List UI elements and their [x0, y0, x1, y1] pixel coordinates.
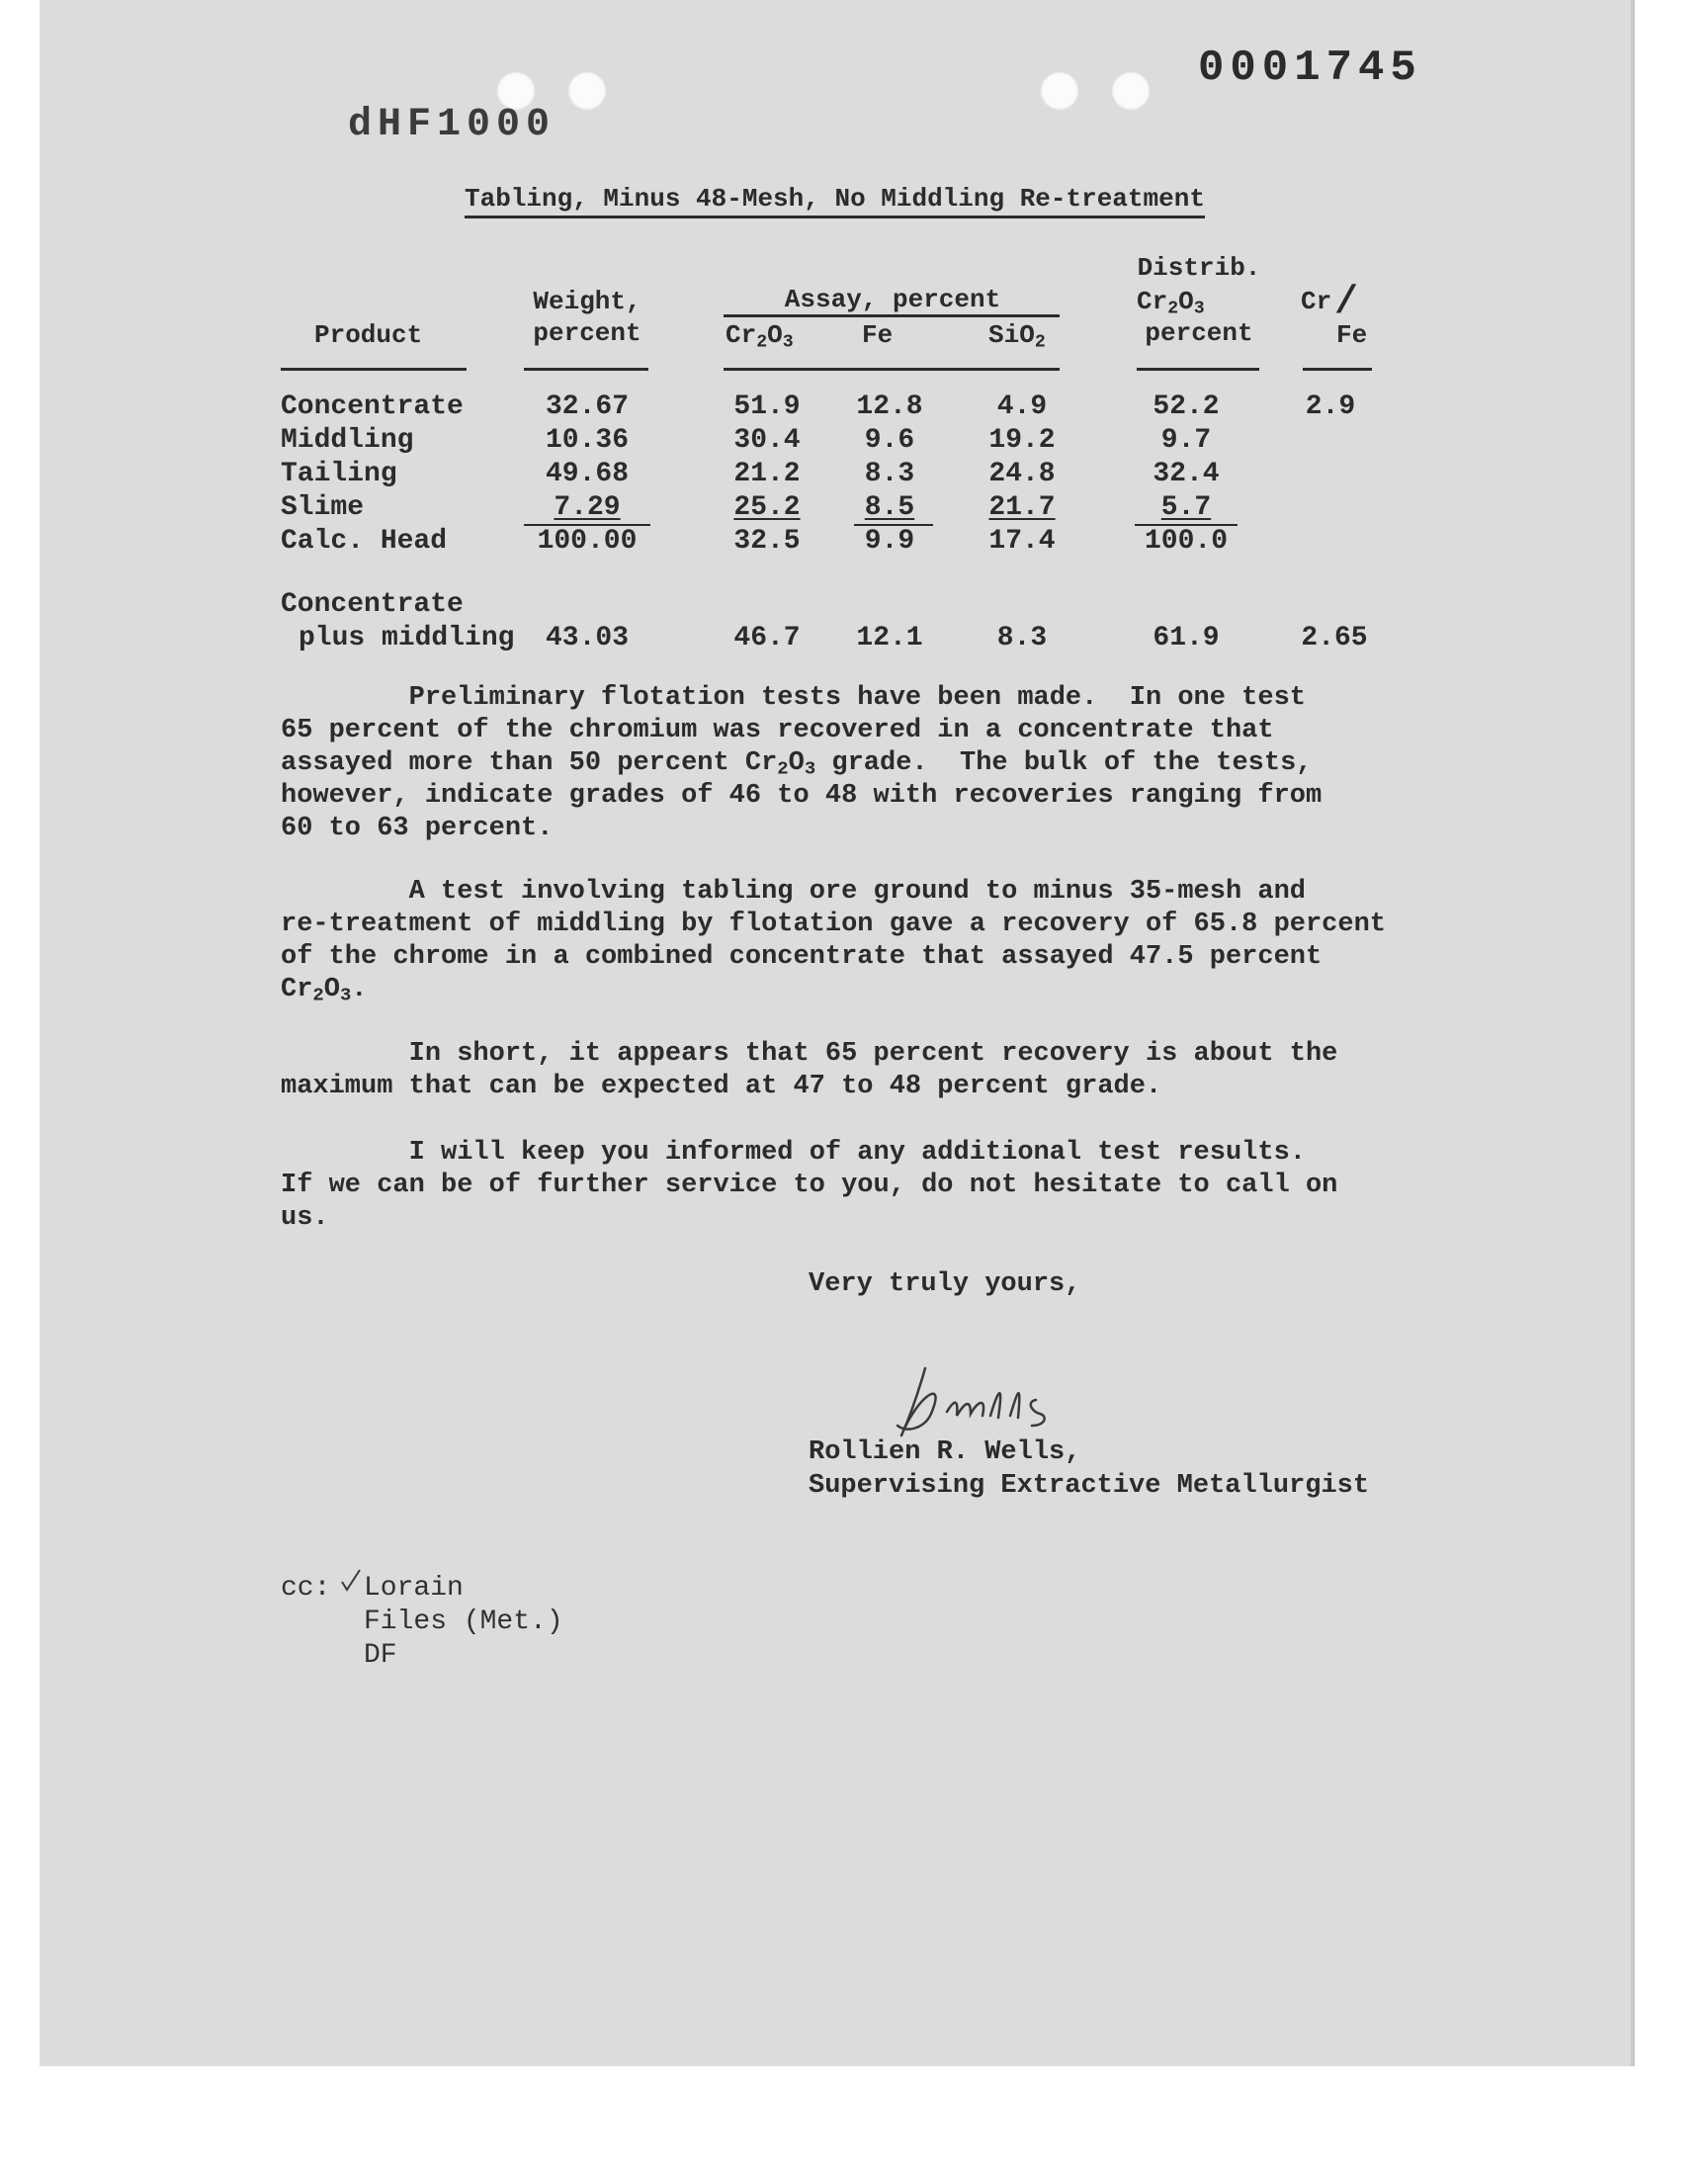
cell-weight: 100.00 [537, 526, 638, 557]
paragraph-flotation: Preliminary flotation tests have been made. In one test 65 percent of the chromium was recovered in a concentrate that assayed more than 50 percent $Cr_2O_3$ grade. The bulk of the tests, however, indicate grades of 46 to 48 with recoveries ranging from 60 to 63 percent. [281, 683, 1323, 843]
cell-weight: 32.67 [545, 392, 629, 422]
cell-product: Slime [281, 492, 365, 523]
cell-distrib: 100.0 [1144, 526, 1228, 557]
cell-sio2: 21.7 [988, 492, 1056, 523]
header-cr2o3: $Cr_2O_3$ [726, 320, 794, 353]
cell-weight: 43.03 [545, 623, 629, 653]
cell-sio2: 8.3 [996, 623, 1048, 653]
cell-distrib: 52.2 [1153, 392, 1220, 422]
closing-salutation: Very truly yours, [809, 1269, 1081, 1299]
check-mark-icon [340, 1568, 362, 1592]
header-distrib-line2: $Cr_2O_3$ [1137, 287, 1205, 319]
cc-block [281, 1572, 563, 1774]
handwritten-signature [888, 1356, 1075, 1445]
page-edge [1631, 0, 1635, 2066]
cell-fe: 12.1 [856, 623, 923, 653]
table-title: Tabling, Minus 48-Mesh, No Middling Re-treatment [465, 184, 1205, 218]
cell-weight: 10.36 [545, 425, 629, 456]
cell-distrib: 61.9 [1153, 623, 1220, 653]
cell-product: Middling [281, 425, 414, 456]
cell-product: Tailing [281, 459, 397, 489]
cell-product: Concentrate [281, 589, 464, 620]
cell-fe: 12.8 [856, 392, 923, 422]
header-rule-weight [524, 368, 648, 371]
cell-sio2: 17.4 [988, 526, 1056, 557]
punch-hole [567, 71, 607, 111]
cell-product: Concentrate [281, 392, 464, 422]
cell-cr2o3: 30.4 [733, 425, 801, 456]
header-distrib-line3: percent [1145, 318, 1253, 348]
cell-cr2o3: 46.7 [733, 623, 801, 653]
cc-recipient: Lorain [364, 1573, 464, 1604]
cell-product: Calc. Head [281, 526, 448, 557]
header-fe: Fe [862, 320, 894, 350]
cell-distrib: 32.4 [1153, 459, 1220, 489]
header-product: Product [314, 320, 423, 350]
cell-sio2: 24.8 [988, 459, 1056, 489]
paragraph-summary: In short, it appears that 65 percent recovery is about the maximum that can be expected at 47 to 48 percent grade. [281, 1039, 1338, 1101]
cell-sio2: 4.9 [996, 392, 1048, 422]
cell-fe: 9.9 [864, 526, 915, 557]
header-crfe-bottom: Fe [1336, 320, 1368, 350]
cell-cr2o3: 25.2 [733, 492, 801, 523]
cc-recipient: Files (Met.) [364, 1607, 563, 1637]
header-sio2: SiO$_2$ [988, 320, 1046, 353]
cell-fe: 8.5 [864, 492, 915, 523]
file-stamp: dHF1000 [348, 103, 556, 147]
cell-distrib: 5.7 [1160, 492, 1212, 523]
header-rule-crfe [1303, 368, 1372, 371]
punch-hole [1111, 71, 1151, 111]
cell-product-2: plus middling [299, 623, 515, 653]
signer-name: Rollien R. Wells, [809, 1437, 1081, 1467]
paragraph-tabling-test: A test involving tabling ore ground to minus 35-mesh and re-treatment of middling by flotation gave a recovery of 65.8 percent of the chrome in a combined concentrate that assayed 47.5 percent $Cr_2O_3$. [281, 877, 1386, 1006]
cell-distrib: 9.7 [1160, 425, 1212, 456]
cell-cr2o3: 32.5 [733, 526, 801, 557]
header-weight-line1: Weight, [533, 287, 641, 316]
header-rule-distrib [1137, 368, 1259, 371]
punch-hole [1040, 71, 1079, 111]
cc-label: cc: [281, 1573, 331, 1604]
cc-recipient: DF [364, 1640, 397, 1671]
cell-crfe: 2.9 [1305, 392, 1356, 422]
header-weight-line2: percent [533, 318, 641, 348]
header-crfe-top: Cr [1301, 287, 1332, 316]
header-rule-assay-group [724, 314, 1060, 317]
cell-fe: 9.6 [864, 425, 915, 456]
header-crfe-slash: / [1334, 281, 1359, 325]
cell-weight: 7.29 [554, 492, 621, 523]
serial-number: 0001745 [1198, 44, 1422, 93]
cell-weight: 49.68 [545, 459, 629, 489]
cell-cr2o3: 51.9 [733, 392, 801, 422]
cell-cr2o3: 21.2 [733, 459, 801, 489]
header-rule-product [281, 368, 467, 371]
header-assay-group: Assay, percent [784, 285, 1001, 314]
paragraph-closing: I will keep you informed of any additional test results. If we can be of further service to you, do not hesitate to call on us. [281, 1138, 1338, 1233]
header-rule-assay [724, 368, 1060, 371]
cell-fe: 8.3 [864, 459, 915, 489]
signer-title: Supervising Extractive Metallurgist [809, 1471, 1370, 1501]
signature-block [809, 1436, 1369, 1503]
cell-sio2: 19.2 [988, 425, 1056, 456]
cell-crfe: 2.65 [1301, 623, 1368, 653]
header-distrib-line1: Distrib. [1137, 253, 1261, 283]
